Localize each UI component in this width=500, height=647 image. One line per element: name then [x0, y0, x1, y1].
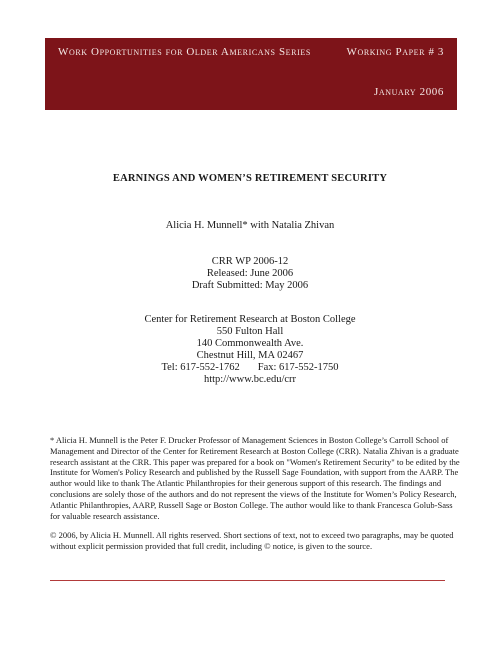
address-line-2: 140 Commonwealth Ave.: [196, 338, 304, 349]
divider-rule: [50, 580, 445, 581]
wp-number: CRR WP 2006-12: [211, 256, 289, 267]
center-name: Center for Retirement Research at Boston College: [144, 314, 356, 325]
authors: Alicia H. Munnell* with Natalia Zhivan: [165, 220, 335, 231]
address-city: Chestnut Hill, MA 02467: [196, 350, 304, 361]
website-url[interactable]: http://www.bc.edu/crr: [203, 374, 297, 385]
paper-title: EARNINGS AND WOMEN’S RETIREMENT SECURITY: [112, 173, 388, 184]
copyright-notice: © 2006, by Alicia H. Munnell. All rights reserved. Short sections of text, not to exceed two paragraphs, may be quoted without explicit permission provided that full credit, including © notice, is given to the source.: [50, 530, 454, 551]
header-banner: [45, 38, 457, 110]
address-line-1: 550 Fulton Hall: [216, 326, 284, 337]
phone-fax-line: [161, 362, 338, 374]
released-date: Released: June 2006: [206, 268, 294, 279]
series-title: Work Opportunities for Older Americans Series: [58, 46, 311, 58]
telephone: Tel: 617-552-1762: [161, 362, 240, 373]
center-contact: [0, 314, 500, 386]
publication-date: January 2006: [373, 86, 444, 98]
submitted-date: Draft Submitted: May 2006: [191, 280, 309, 291]
author-footnote: * Alicia H. Munnell is the Peter F. Drucker Professor of Management Sciences in Boston College’s Carroll School of Management and Director of the Center for Retirement Research at Boston College (CRR). Natalia Zhivan is a graduate research assistant at the CRR. This paper was prepared for a book on "Women's Retirement Security" to be edited by the Institute for Women's Policy Research and published by the Russell Sage Foundation, with support from the AARP. The author would like to thank The Atlantic Philanthropies for their generous support of this research. The findings and conclusions are solely those of the authors and do not represent the views of the Institute for Women’s Policy Research, Atlantic Philanthropies, AARP, Russell Sage or Boston College. The author would like to thank Francesca Golub-Sass for valuable research assistance.: [50, 435, 460, 521]
fax: Fax: 617-552-1750: [257, 362, 339, 373]
working-paper-number: Working Paper # 3: [346, 46, 444, 58]
paper-metadata: [0, 256, 500, 292]
